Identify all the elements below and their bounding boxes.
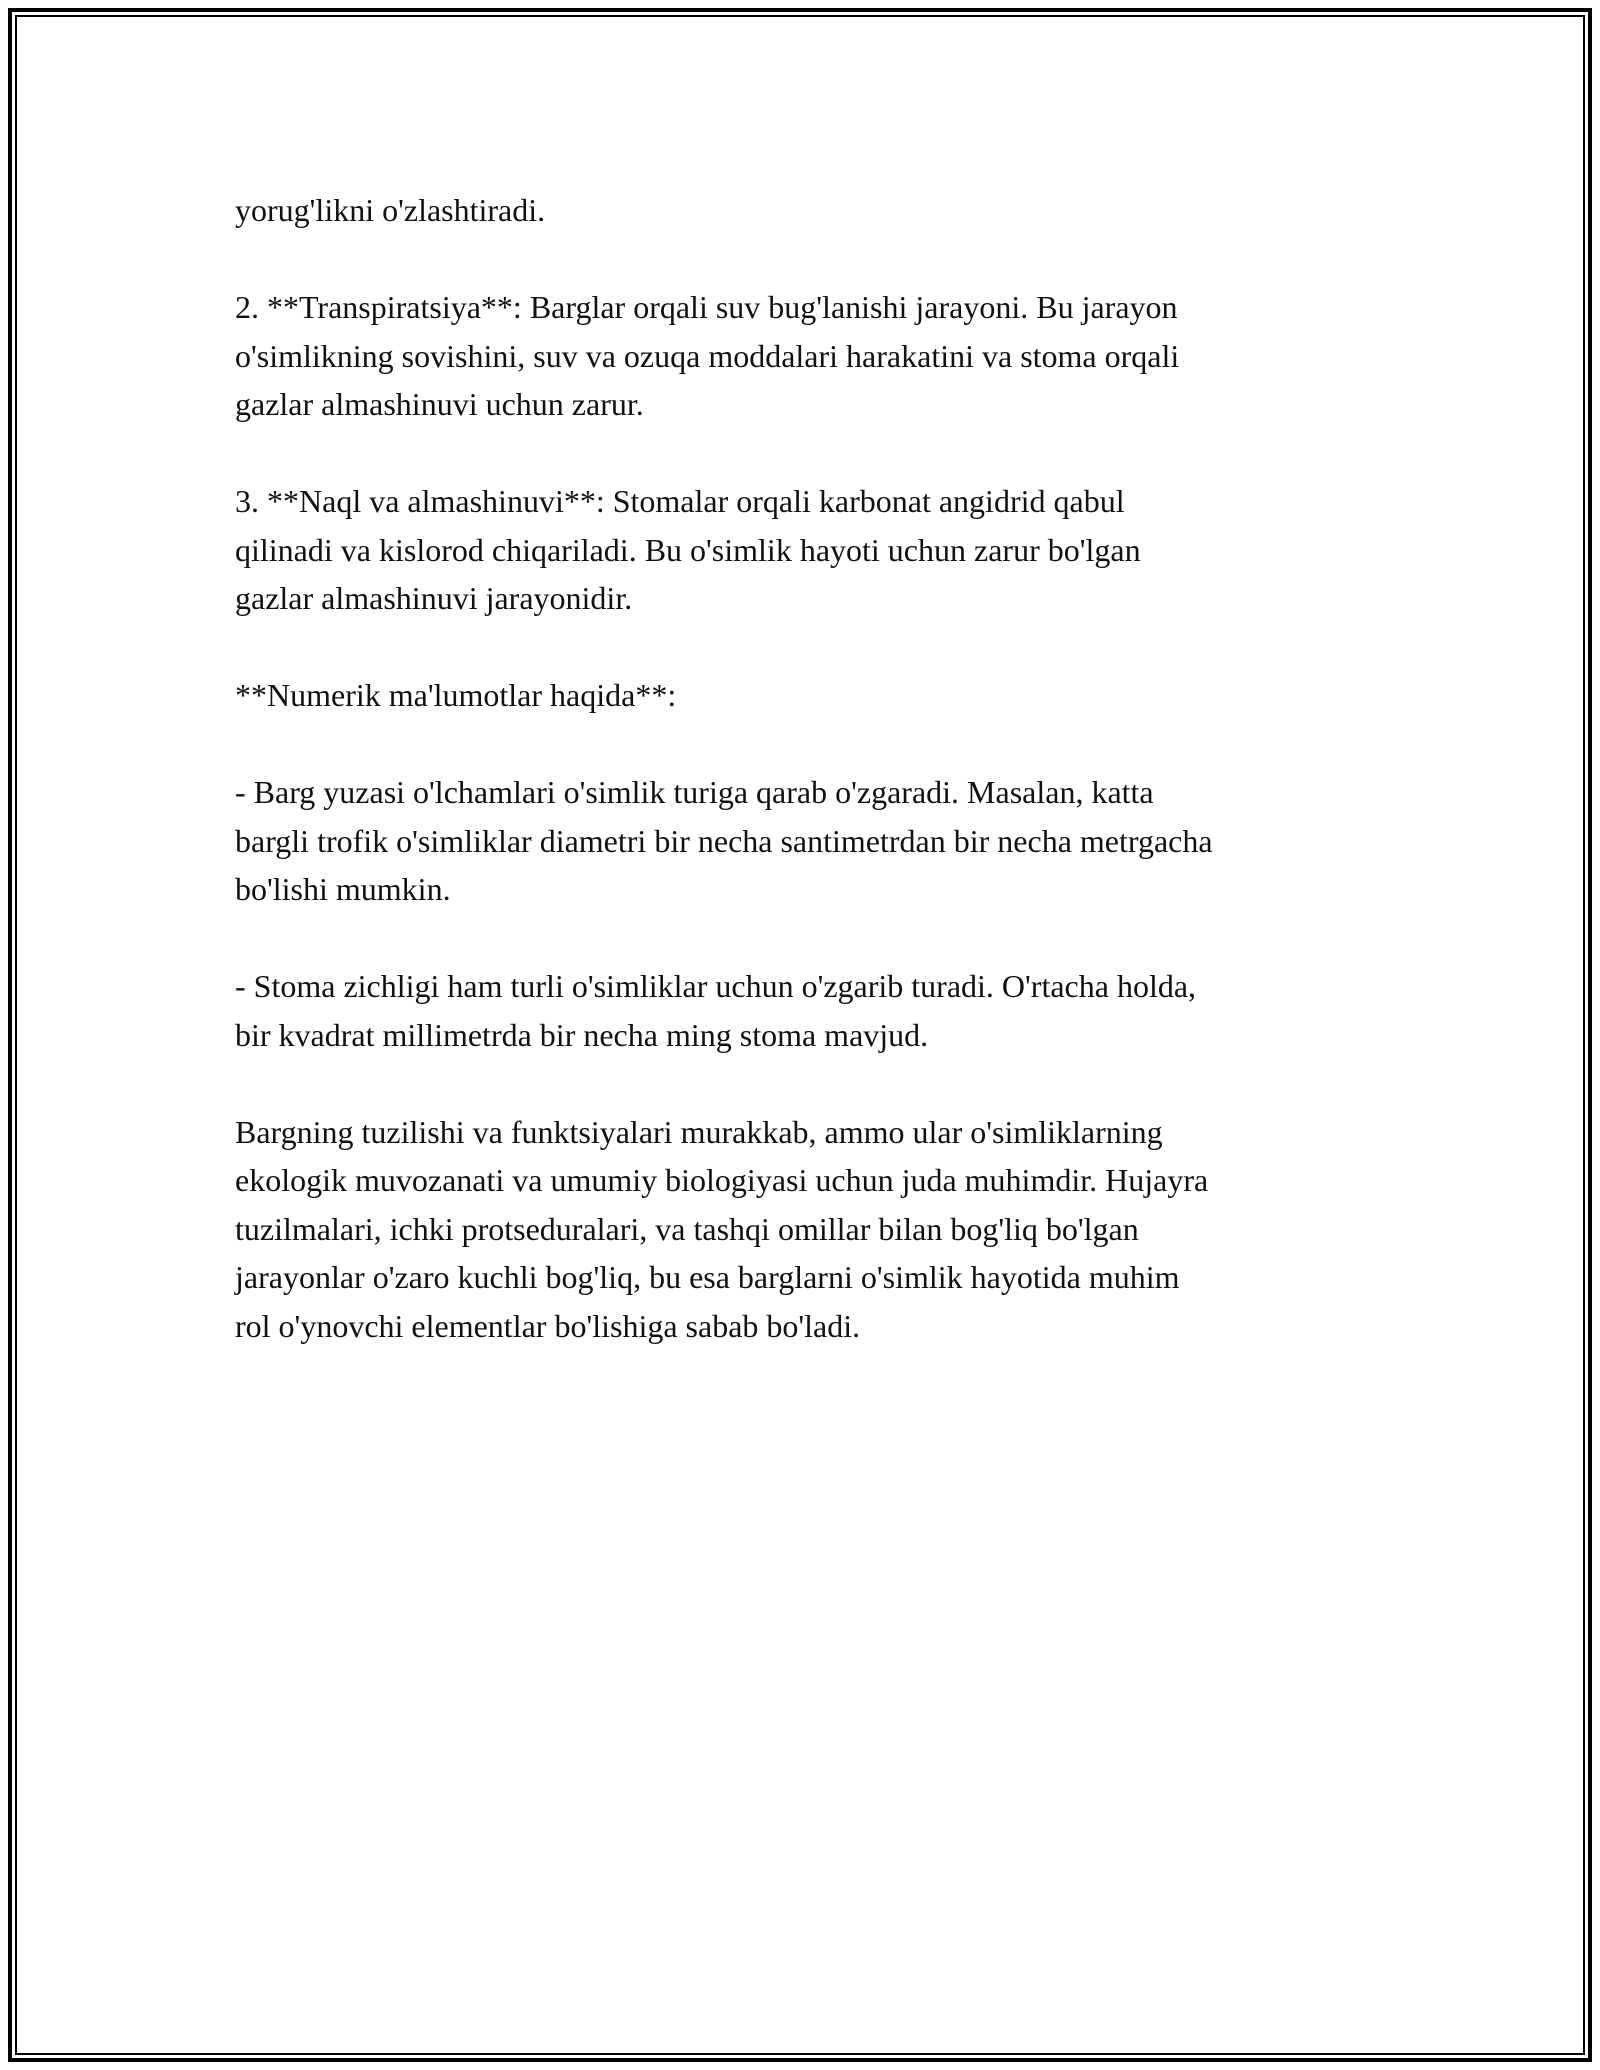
section-heading-numeric-data: **Numerik ma'lumotlar haqida**: xyxy=(235,677,677,713)
paragraph-intro-continuation: yorug'likni o'zlashtiradi. xyxy=(235,192,546,228)
paragraph-transpiration: 2. **Transpiratsiya**: Barglar orqali suv bug'lanishi jarayoni. Bu jarayon o'simlikning sovishini, suv va ozuqa moddalari harakatini va stoma orqali gazlar almashinuvi uchun zarur. xyxy=(235,289,1180,422)
paragraph-gas-exchange: 3. **Naql va almashinuvi**: Stomalar orqali karbonat angidrid qabul qilinadi va kislorod chiqariladi. Bu o'simlik hayoti uchun zarur bo'lgan gazlar almashinuvi jarayonidir. xyxy=(235,483,1141,616)
bullet-leaf-surface: - Barg yuzasi o'lchamlari o'simlik turiga qarab o'zgaradi. Masalan, katta bargli trofik o'simliklar diametri bir necha santimetrdan bir necha metrgacha bo'lishi mumkin. xyxy=(235,774,1213,907)
paragraph-conclusion: Bargning tuzilishi va funktsiyalari murakkab, ammo ular o'simliklarning ekologik muvozanati va umumiy biologiyasi uchun juda muhimdir. Hujayra tuzilmalari, ichki protseduralari, va tashqi omillar bilan bog'liq bo'lgan jarayonlar o'zaro kuchli bog'liq, bu esa barglarni o'simlik hayotida muhim rol o'ynovchi elementlar bo'lishiga sabab bo'ladi. xyxy=(235,1113,1209,1344)
bullet-stoma-density: - Stoma zichligi ham turli o'simliklar uchun o'zgarib turadi. O'rtacha holda, bir kvadrat millimetrda bir necha ming stoma mavjud. xyxy=(235,968,1197,1053)
document-body xyxy=(235,186,1395,1399)
